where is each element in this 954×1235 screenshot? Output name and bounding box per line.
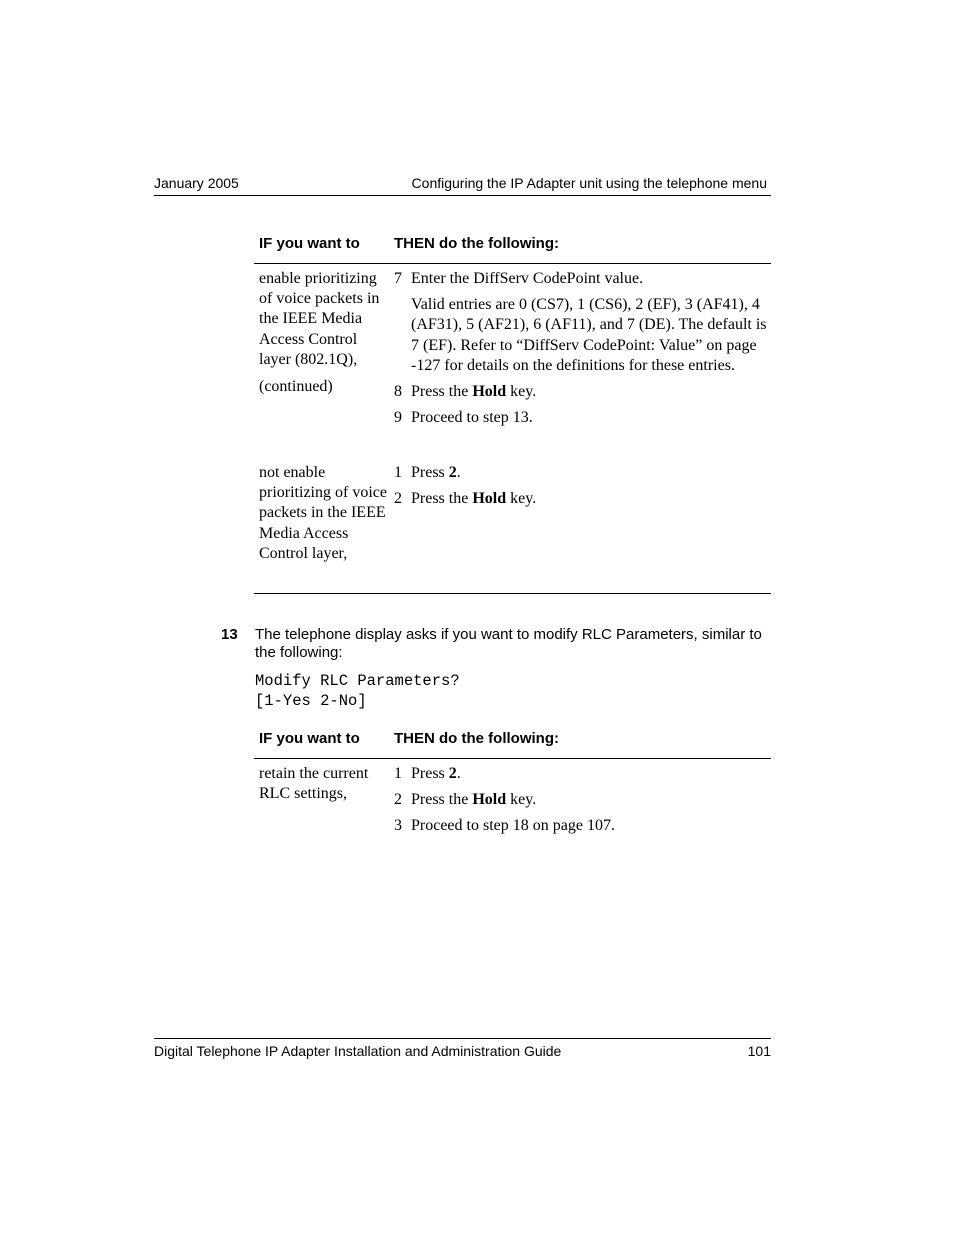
step-item [394,382,771,402]
step-number: 7 [394,270,402,287]
step-item [394,463,771,483]
step-text: Press 2. [411,765,461,782]
continued-note: (continued) [259,378,333,396]
key-name: 2 [448,464,457,481]
step-number: 8 [394,383,402,401]
running-footer [154,1038,771,1059]
telephone-display-text [255,672,460,711]
table-header [254,718,771,759]
steps-cell [394,764,771,843]
step-item [394,269,771,289]
column-header-if: IF you want to [259,730,360,747]
condition-cell [259,463,387,564]
footer-guide-title: Digital Telephone IP Adapter Installation and Administration Guide [154,1043,562,1059]
key-name: 2 [448,765,457,782]
column-header-then: THEN do the following: [394,730,559,747]
display-line-2: [1-Yes 2-No] [255,691,367,710]
step-number: 3 [394,817,402,835]
condition-cell [259,764,387,804]
table-row [254,460,771,594]
steps-cell [394,463,771,515]
table-header [254,223,771,264]
step-number: 2 [394,490,402,508]
if-then-table-1 [254,223,771,594]
condition-text: not enable prioritizing of voice packets in the IEEE Media Access Control layer, [259,464,387,562]
key-name: Hold [472,490,507,508]
step-item [394,764,771,784]
step-item [394,790,771,810]
condition-text: enable prioritizing of voice packets in the IEEE Media Access Control layer (802.1Q), [259,270,380,368]
running-header [154,175,771,196]
column-header-if: IF you want to [259,235,360,252]
condition-text: retain the current RLC settings, [259,765,369,803]
step-number: 2 [394,791,402,809]
table-row [254,264,771,460]
page-number: 101 [747,1043,771,1059]
step-item [394,408,771,428]
step-explanation: Valid entries are 0 (CS7), 1 (CS6), 2 (EF), 3 (AF41), 4 (AF31), 5 (AF21), 6 (AF11), and 7 (DE). The default is 7 (EF). Refer to “DiffServ CodePoint: Value” on page -127 for details on the definitions for these entries. [411,296,767,374]
display-line-1: Modify RLC Parameters? [255,672,460,690]
column-header-then: THEN do the following: [394,235,559,252]
steps-cell [394,269,771,434]
step-text: Enter the DiffServ CodePoint value. [411,270,644,287]
step-text: Press 2. [411,464,461,481]
header-date: January 2005 [154,175,239,191]
step-13-text: The telephone display asks if you want to modify RLC Parameters, similar to the following: [255,626,762,661]
step-item [394,489,771,509]
step-13-number: 13 [221,626,238,643]
step-item [394,816,771,836]
step-text: Press the Hold key. [411,490,537,508]
step-text: Press the Hold key. [411,791,537,809]
step-number: 1 [394,464,402,481]
step-number: 1 [394,765,402,782]
step-text: Proceed to step 18 on page 107. [411,817,615,835]
key-name: Hold [472,791,507,809]
if-then-table-2 [254,718,771,859]
key-name: Hold [472,383,507,401]
condition-cell [259,269,387,397]
step-text: Press the Hold key. [411,383,537,401]
header-chapter-title: Configuring the IP Adapter unit using the telephone menu [411,175,767,191]
table-row [254,759,771,859]
step-text: Proceed to step 13. [411,409,533,427]
step-number: 9 [394,409,402,427]
